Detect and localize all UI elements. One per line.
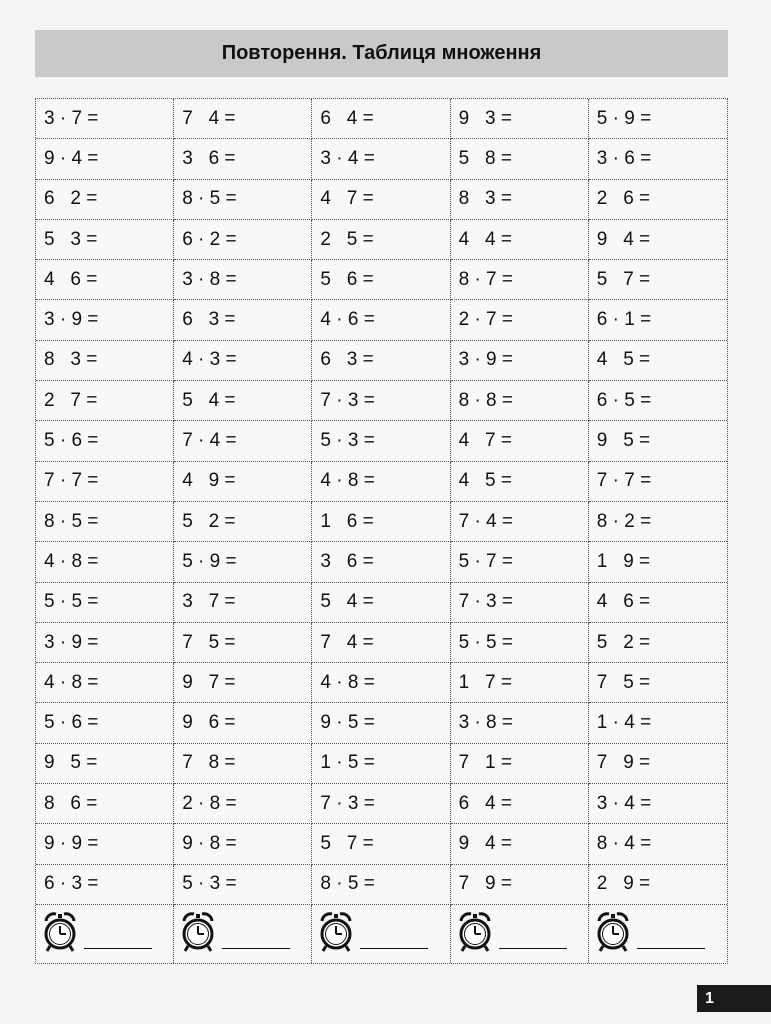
exercise-cell: 5 · 3 = (174, 865, 312, 905)
exercise-cell: 3 · 6 = (589, 139, 727, 179)
exercise-cell: 6 3 = (174, 300, 312, 340)
time-record-cell (451, 905, 589, 963)
exercise-cell: 4 5 = (589, 341, 727, 381)
exercise-cell: 5 6 = (312, 260, 450, 300)
exercise-cell: 8 3 = (36, 341, 174, 381)
exercise-grid (35, 98, 728, 964)
time-record-cell (174, 905, 312, 963)
time-record-cell (312, 905, 450, 963)
time-answer-line[interactable] (360, 948, 428, 949)
exercise-cell: 5 · 9 = (589, 99, 727, 139)
exercise-cell: 6 4 = (451, 784, 589, 824)
exercise-cell: 6 4 = (312, 99, 450, 139)
exercise-cell: 3 · 9 = (451, 341, 589, 381)
exercise-cell: 4 9 = (174, 462, 312, 502)
exercise-cell: 4 · 8 = (312, 462, 450, 502)
exercise-cell: 2 6 = (589, 180, 727, 220)
exercise-cell: 1 9 = (589, 542, 727, 582)
exercise-cell: 8 · 4 = (589, 824, 727, 864)
exercise-cell: 9 4 = (451, 824, 589, 864)
exercise-cell: 7 5 = (174, 623, 312, 663)
exercise-cell: 5 7 = (589, 260, 727, 300)
exercise-cell: 8 · 2 = (589, 502, 727, 542)
exercise-cell: 9 · 5 = (312, 703, 450, 743)
exercise-cell: 5 · 5 = (451, 623, 589, 663)
exercise-cell: 7 · 3 = (312, 784, 450, 824)
exercise-cell: 7 · 4 = (174, 421, 312, 461)
alarm-clock-icon (593, 909, 633, 958)
exercise-cell: 8 3 = (451, 180, 589, 220)
exercise-cell: 9 · 9 = (36, 824, 174, 864)
exercise-cell: 3 6 = (312, 542, 450, 582)
exercise-cell: 5 · 6 = (36, 703, 174, 743)
exercise-cell: 7 4 = (174, 99, 312, 139)
time-answer-line[interactable] (84, 948, 152, 949)
exercise-cell: 3 · 4 = (312, 139, 450, 179)
exercise-cell: 5 8 = (451, 139, 589, 179)
exercise-cell: 9 3 = (451, 99, 589, 139)
exercise-cell: 5 4 = (174, 381, 312, 421)
time-record-cell (36, 905, 174, 963)
exercise-cell: 7 · 4 = (451, 502, 589, 542)
exercise-cell: 8 · 8 = (451, 381, 589, 421)
exercise-cell: 6 2 = (36, 180, 174, 220)
exercise-cell: 6 · 5 = (589, 381, 727, 421)
exercise-cell: 4 6 = (589, 583, 727, 623)
exercise-cell: 1 6 = (312, 502, 450, 542)
exercise-cell: 3 · 7 = (36, 99, 174, 139)
alarm-clock-icon (40, 909, 80, 958)
exercise-cell: 3 7 = (174, 583, 312, 623)
exercise-cell: 6 3 = (312, 341, 450, 381)
page-title: Повторення. Таблиця множення (221, 42, 542, 64)
exercise-cell: 5 · 5 = (36, 583, 174, 623)
exercise-cell: 8 · 5 = (312, 865, 450, 905)
exercise-cell: 5 4 = (312, 583, 450, 623)
exercise-cell: 6 · 3 = (36, 865, 174, 905)
exercise-cell: 9 5 = (589, 421, 727, 461)
exercise-cell: 7 4 = (312, 623, 450, 663)
exercise-cell: 8 6 = (36, 784, 174, 824)
exercise-cell: 2 · 7 = (451, 300, 589, 340)
exercise-cell: 5 7 = (312, 824, 450, 864)
exercise-cell: 2 9 = (589, 865, 727, 905)
exercise-cell: 4 · 8 = (36, 542, 174, 582)
exercise-cell: 4 · 8 = (312, 663, 450, 703)
exercise-cell: 5 · 6 = (36, 421, 174, 461)
exercise-cell: 3 · 8 = (451, 703, 589, 743)
exercise-cell: 4 4 = (451, 220, 589, 260)
exercise-cell: 9 · 4 = (36, 139, 174, 179)
exercise-cell: 7 8 = (174, 744, 312, 784)
exercise-cell: 7 · 7 = (36, 462, 174, 502)
exercise-cell: 9 · 8 = (174, 824, 312, 864)
exercise-cell: 1 · 4 = (589, 703, 727, 743)
exercise-cell: 3 6 = (174, 139, 312, 179)
exercise-cell: 3 · 9 = (36, 623, 174, 663)
exercise-cell: 1 · 5 = (312, 744, 450, 784)
exercise-cell: 3 · 4 = (589, 784, 727, 824)
page-number: 1 (697, 985, 771, 1012)
time-answer-line[interactable] (222, 948, 290, 949)
exercise-cell: 5 3 = (36, 220, 174, 260)
exercise-cell: 9 4 = (589, 220, 727, 260)
exercise-cell: 5 2 = (589, 623, 727, 663)
exercise-cell: 5 · 9 = (174, 542, 312, 582)
exercise-cell: 7 9 = (451, 865, 589, 905)
exercise-cell: 4 7 = (312, 180, 450, 220)
exercise-cell: 3 · 8 = (174, 260, 312, 300)
exercise-cell: 4 · 3 = (174, 341, 312, 381)
exercise-cell: 9 6 = (174, 703, 312, 743)
exercise-cell: 9 5 = (36, 744, 174, 784)
title-bar (35, 30, 728, 77)
exercise-cell: 8 · 5 = (174, 180, 312, 220)
time-record-cell (589, 905, 727, 963)
exercise-cell: 9 7 = (174, 663, 312, 703)
exercise-cell: 1 7 = (451, 663, 589, 703)
exercise-cell: 2 · 8 = (174, 784, 312, 824)
alarm-clock-icon (178, 909, 218, 958)
time-answer-line[interactable] (499, 948, 567, 949)
exercise-cell: 5 · 7 = (451, 542, 589, 582)
exercise-cell: 7 1 = (451, 744, 589, 784)
exercise-cell: 7 · 3 = (451, 583, 589, 623)
exercise-cell: 4 5 = (451, 462, 589, 502)
exercise-cell: 4 7 = (451, 421, 589, 461)
exercise-cell: 4 6 = (36, 260, 174, 300)
exercise-cell: 5 2 = (174, 502, 312, 542)
exercise-cell: 4 · 6 = (312, 300, 450, 340)
exercise-cell: 7 9 = (589, 744, 727, 784)
exercise-cell: 7 · 7 = (589, 462, 727, 502)
exercise-cell: 5 · 3 = (312, 421, 450, 461)
exercise-cell: 4 · 8 = (36, 663, 174, 703)
time-answer-line[interactable] (637, 948, 705, 949)
alarm-clock-icon (455, 909, 495, 958)
exercise-cell: 8 · 7 = (451, 260, 589, 300)
exercise-cell: 2 7 = (36, 381, 174, 421)
exercise-cell: 6 · 2 = (174, 220, 312, 260)
exercise-cell: 6 · 1 = (589, 300, 727, 340)
exercise-cell: 7 5 = (589, 663, 727, 703)
exercise-cell: 7 · 3 = (312, 381, 450, 421)
exercise-cell: 2 5 = (312, 220, 450, 260)
alarm-clock-icon (316, 909, 356, 958)
exercise-cell: 3 · 9 = (36, 300, 174, 340)
exercise-cell: 8 · 5 = (36, 502, 174, 542)
